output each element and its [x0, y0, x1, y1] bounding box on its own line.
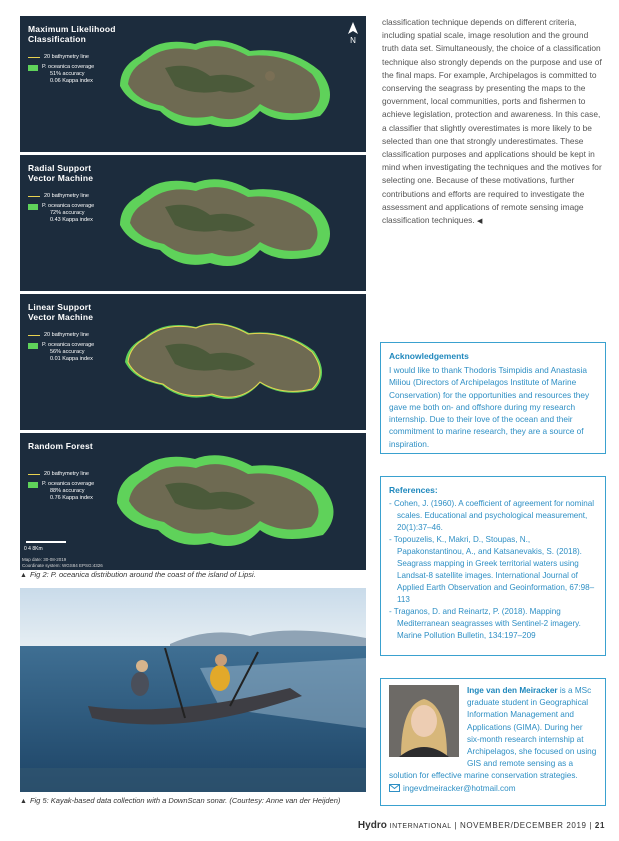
bathymetry-line-swatch	[28, 474, 40, 475]
accuracy-value: 88% accuracy	[50, 488, 85, 494]
body-text-column	[382, 16, 606, 228]
figure-2-maps	[20, 16, 366, 570]
panel-title: Radial Support Vector Machine	[28, 163, 94, 183]
north-arrow-icon	[348, 22, 358, 34]
kappa-value: 0.01 Kappa index	[50, 356, 93, 362]
kappa-value: 0.76 Kappa index	[50, 495, 93, 501]
legend-coverage-label: P. oceanica coverage	[42, 342, 95, 348]
author-email-row	[389, 783, 597, 795]
map-panel-linear-svm	[20, 294, 366, 430]
figure-5-caption	[20, 796, 340, 805]
legend-line-label: 20 bathymetry line	[44, 471, 89, 477]
reference-item: - Cohen, J. (1960). A coefficient of agreement for nominal scales. Educational and psychological measurement, 20(1):37–46.	[389, 499, 595, 532]
end-mark-icon: ◀	[476, 218, 483, 226]
author-email[interactable]: ingevdmeiracker@hotmail.com	[403, 783, 516, 793]
map-legend	[28, 471, 94, 502]
references-list	[389, 498, 597, 642]
coverage-swatch	[28, 343, 38, 349]
legend-coverage-label: P. oceanica coverage	[42, 64, 95, 70]
map-panel-random-forest	[20, 433, 366, 570]
map-legend	[28, 54, 94, 85]
figure-2-caption	[20, 570, 256, 579]
magazine-brand: Hydro	[357, 820, 387, 831]
caption-marker-icon: ▲	[20, 572, 27, 579]
kappa-value: 0.06 Kappa index	[50, 78, 93, 84]
accuracy-value: 56% accuracy	[50, 349, 85, 355]
reference-item: - Traganos, D. and Reinartz, P. (2018). Mapping Mediterranean seagrasses with Sentinel-2 imagery. Marine Pollution Bulletin, 134:197–209	[389, 607, 581, 640]
accuracy-value: 72% accuracy	[50, 210, 85, 216]
legend-coverage-label: P. oceanica coverage	[42, 203, 95, 209]
reference-item: - Topouzelis, K., Makri, D., Stoupas, N., Papakonstantinou, A., and Katsanevakis, S. (2018). Seagrass mapping in Greek territorial waters using Landsat-8 satellite images. International Journal of Applied Earth Observation and Geoinformation, 67:98–113	[389, 535, 595, 604]
map-legend	[28, 193, 94, 224]
bathymetry-line-swatch	[28, 57, 40, 58]
north-label: N	[350, 36, 356, 45]
map-panel-radial-svm	[20, 155, 366, 291]
references-heading: References:	[389, 485, 438, 495]
author-bio-text: is a MSc graduate student in Geographical Information Management and Applications (GIMA). During her six-month research internship at Archipelagos, she focused on using GIS and remote sensing as a solution for effective marine conservation strategies.	[389, 686, 597, 781]
coverage-swatch	[28, 65, 38, 71]
bathymetry-line-swatch	[28, 196, 40, 197]
kayak-photo	[20, 588, 366, 792]
map-panel-maximum-likelihood	[20, 16, 366, 152]
figure-5-photo	[20, 588, 366, 792]
references-box	[380, 476, 606, 656]
acknowledgements-box	[380, 342, 606, 454]
panel-title: Random Forest	[28, 441, 93, 451]
magazine-brand-suffix: INTERNATIONAL	[389, 823, 452, 830]
map-legend	[28, 332, 94, 363]
acknowledgements-heading: Acknowledgements	[389, 351, 469, 361]
page-footer	[358, 820, 605, 831]
map-metadata	[22, 557, 103, 568]
kappa-value: 0.43 Kappa index	[50, 217, 93, 223]
coordinate-system: Coordinate system: WGS84 EPSG:4326	[22, 562, 103, 568]
coverage-swatch	[28, 204, 38, 210]
author-box	[380, 678, 606, 806]
author-portrait	[389, 685, 459, 757]
panel-title: Linear Support Vector Machine	[28, 302, 94, 322]
acknowledgements-text: I would like to thank Thodoris Tsimpidis and Anastasia Miliou (Directors of Archipelagos Institute of Marine Conservation) for the opportunities and resources they gave me both on- and offshore during my research internship. Due to their love of the ocean and their commitment to marine research, they are a source of inspiration.	[389, 365, 590, 449]
legend-coverage-label: P. oceanica coverage	[42, 481, 95, 487]
legend-line-label: 20 bathymetry line	[44, 193, 89, 199]
figure-5-caption-text: Fig 5: Kayak-based data collection with a DownScan sonar. (Courtesy: Anne van der Heijden)	[29, 796, 341, 805]
body-paragraph: classification technique depends on different criteria, including spatial scale, image resolution and the ground truth data set. Simultaneously, the choice of a classification technique also strongly depends on the purpose and use of the final maps. For example, Archipelagos is committed to conserving the seagrass by presenting the maps to the government, local communities, ports and fishermen to achieve legislation, protection and awareness. In this case, a classifier that slightly overestimates is more likely to be selected than one that strongly underestimates. These classification purposes and applications should be kept in mind when investigating the techniques and the motives for selecting one. Because of these motivations, further contributions and efforts are required to investigate the assessment and applications of remote sensing image classification techniques.	[382, 17, 602, 226]
page-number: 21	[594, 821, 605, 830]
panel-title: Maximum Likelihood Classification	[28, 24, 116, 44]
legend-line-label: 20 bathymetry line	[44, 332, 89, 338]
map-date: Map date: 30-08-2019	[22, 557, 67, 562]
author-name: Inge van den Meiracker	[467, 686, 558, 695]
legend-line-label: 20 bathymetry line	[44, 54, 89, 60]
figure-2-caption-text: Fig 2: P. oceanica distribution around the coast of the island of Lipsi.	[29, 570, 256, 579]
north-arrow	[348, 22, 358, 45]
coverage-swatch	[28, 482, 38, 488]
issue-label: | NOVEMBER/DECEMBER 2019 |	[454, 821, 593, 830]
scale-bar-label: 0 4 8Km	[24, 546, 43, 552]
accuracy-value: 51% accuracy	[50, 71, 85, 77]
caption-marker-icon: ▲	[20, 798, 27, 805]
envelope-icon	[389, 784, 400, 792]
bathymetry-line-swatch	[28, 335, 40, 336]
